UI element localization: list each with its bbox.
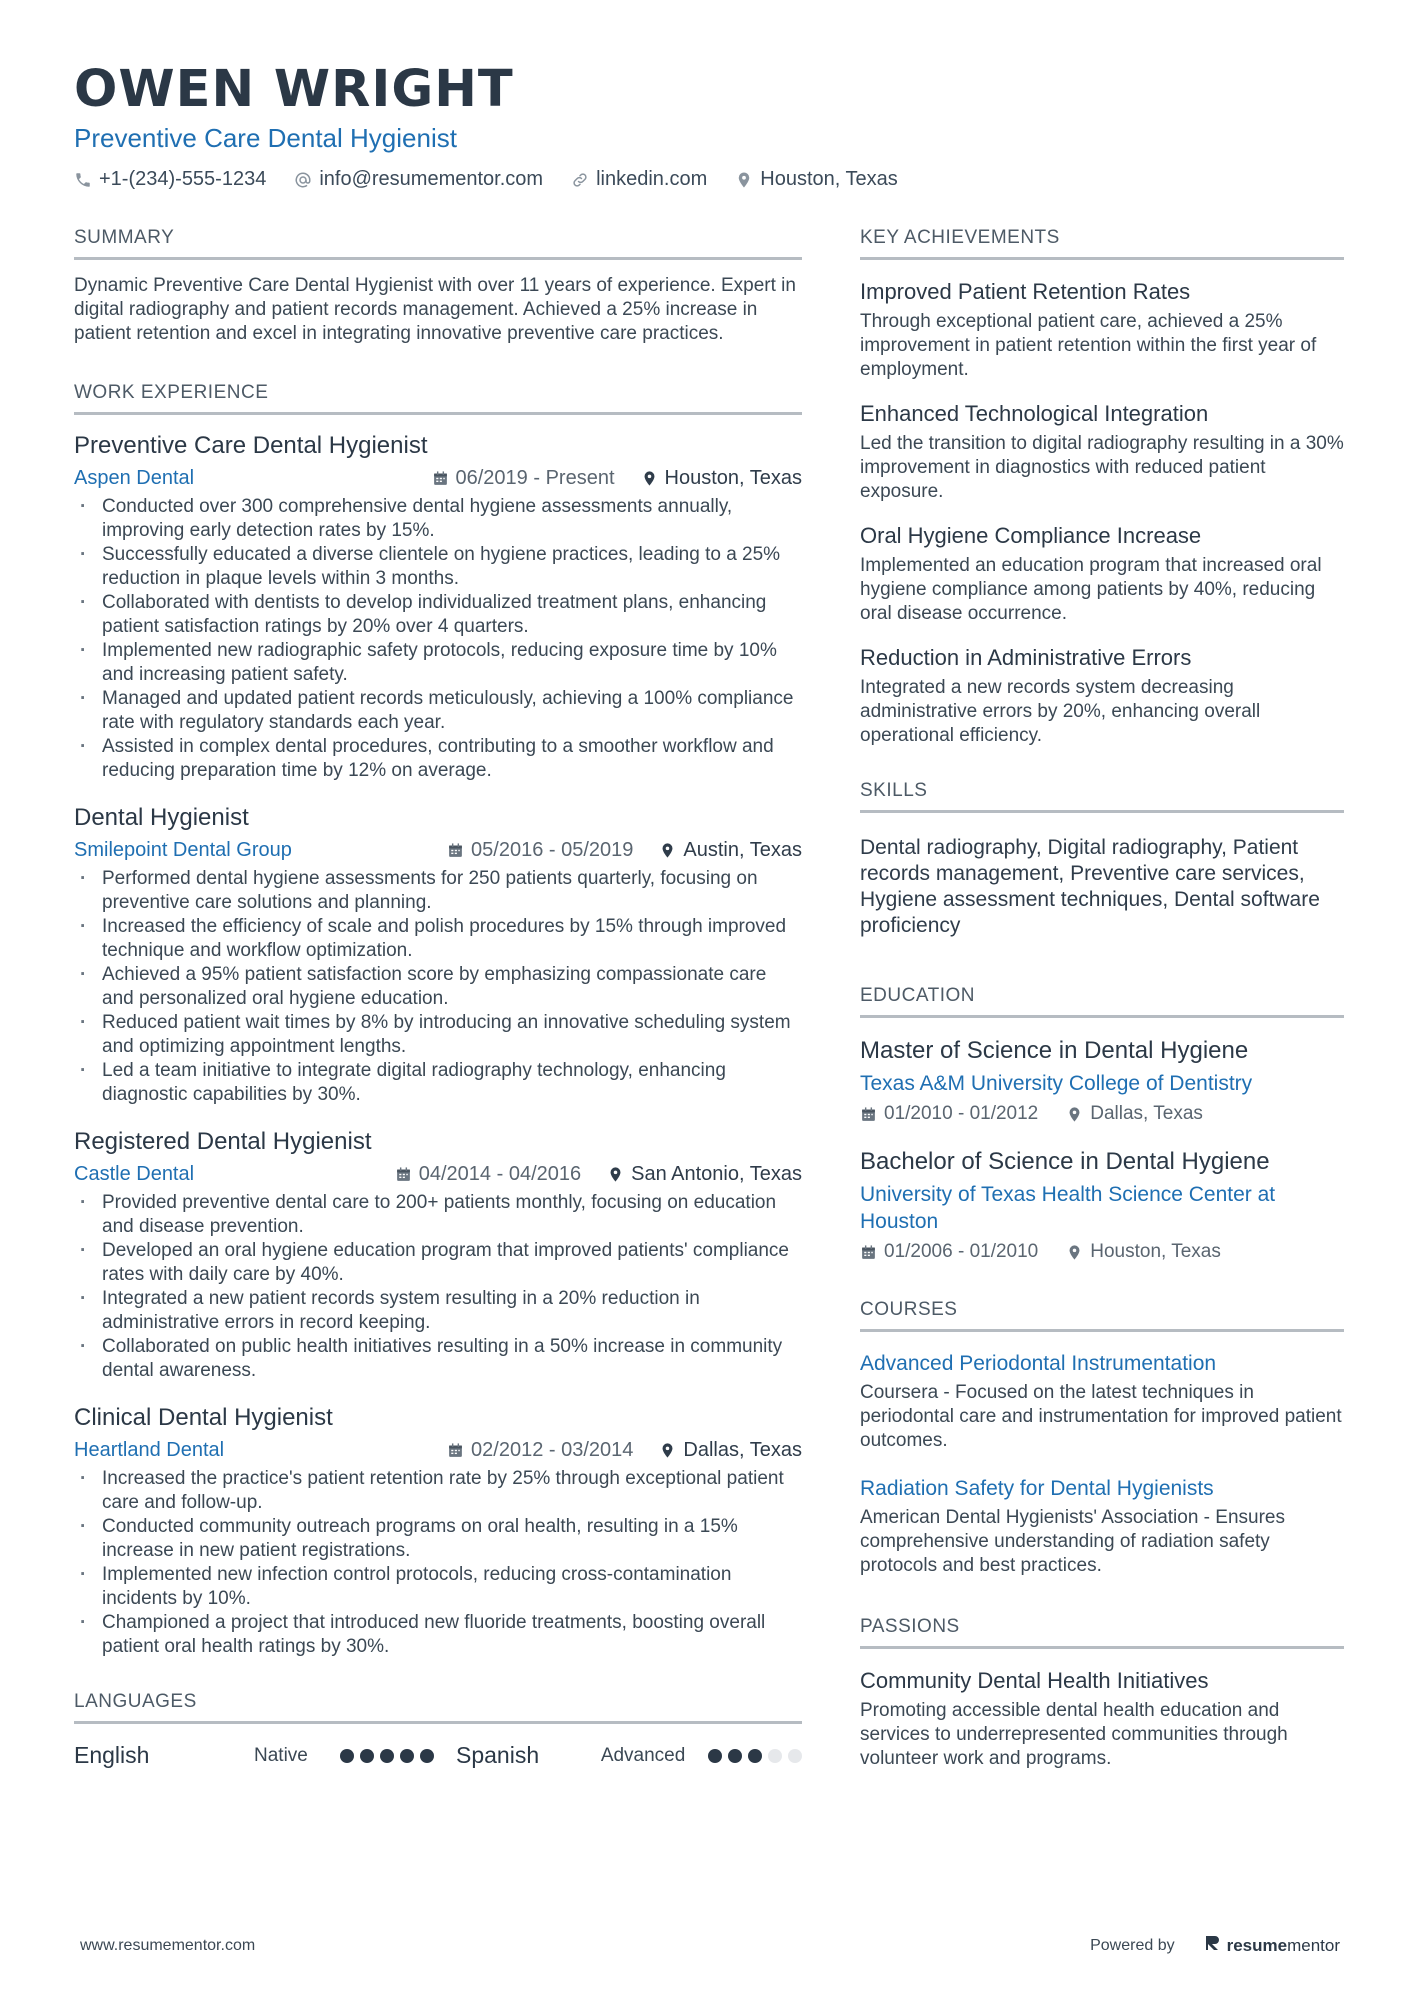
bullet-item: · Provided preventive dental care to 200+ patients monthly, focusing on education and disease prevention.	[74, 1191, 802, 1239]
achievement-text: Led the transition to digital radiography resulting in a 30% improvement in diagnostics with reduced patient exposure.	[860, 433, 1344, 502]
company-name: Heartland Dental	[74, 1439, 225, 1461]
education-meta	[860, 1103, 1344, 1125]
location-text: Houston, Texas	[760, 168, 898, 190]
achievements-section	[860, 225, 1344, 748]
brand-logo[interactable]	[1205, 1934, 1340, 1957]
job-meta	[74, 1161, 802, 1187]
job-dates	[447, 1437, 633, 1463]
map-pin-icon	[1066, 1106, 1083, 1123]
achievement-text: Integrated a new records system decreasing administrative errors by 20%, enhancing overall operational efficiency.	[860, 677, 1261, 746]
education-location	[1066, 1103, 1203, 1125]
footer-website[interactable]: www.resumementor.com	[80, 1936, 256, 1954]
bullet-item: · Developed an oral hygiene education program that improved patients' compliance rates with daily care by 40%.	[74, 1239, 802, 1287]
language-rating	[708, 1749, 802, 1763]
job-title: Preventive Care Dental Hygienist	[74, 432, 428, 459]
achievement-text: Through exceptional patient care, achieved a 25% improvement in patient retention within the first year of employment.	[860, 311, 1317, 380]
section-heading: PASSIONS	[860, 1614, 1344, 1649]
bullet-item: · Reduced patient wait times by 8% by introducing an innovative scheduling system and optimizing appointment lengths.	[74, 1011, 802, 1059]
company-name: Castle Dental	[74, 1163, 195, 1185]
dates-text: 01/2006 - 01/2010	[884, 1241, 1039, 1262]
languages-section	[74, 1689, 802, 1769]
job-location	[641, 465, 803, 491]
calendar-icon	[395, 1166, 412, 1183]
job-dates	[432, 465, 615, 491]
calendar-icon	[860, 1106, 877, 1123]
rating-dot-filled	[340, 1749, 354, 1763]
brand-name-bold: resume	[1226, 1935, 1288, 1955]
achievement-title: Enhanced Technological Integration	[860, 401, 1209, 426]
map-pin-icon	[659, 842, 676, 859]
rating-dot-filled	[728, 1749, 742, 1763]
bullet-item: · Increased the efficiency of scale and polish procedures by 15% through improved technique and workflow optimization.	[74, 915, 802, 963]
job-location	[659, 1437, 802, 1463]
passion-text: Promoting accessible dental health education and services to underrepresented communities through volunteer work and programs.	[860, 1700, 1288, 1769]
achievement-item	[860, 400, 1344, 504]
bullet-item: · Increased the practice's patient retention rate by 25% through exceptional patient care and follow-up.	[74, 1467, 802, 1515]
bullet-item: · Led a team initiative to integrate digital radiography technology, enhancing diagnostic capabilities by 30%.	[74, 1059, 802, 1107]
brand-mark-icon	[1205, 1934, 1221, 1957]
contact-phone[interactable]	[74, 168, 266, 191]
education-dates	[860, 1103, 1038, 1125]
skills-text: Dental radiography, Digital radiography, Patient records management, Preventive care services, Hygiene assessment techniques, Dental software proficiency	[860, 836, 1320, 937]
right-column	[860, 225, 1344, 1797]
job-bullets	[74, 1191, 802, 1383]
bullet-item: · Collaborated on public health initiatives resulting in a 50% increase in community dental awareness.	[74, 1335, 802, 1383]
location-text: Austin, Texas	[683, 839, 802, 861]
linkedin-text: linkedin.com	[596, 168, 708, 190]
passions-section	[860, 1614, 1344, 1771]
course-item	[860, 1475, 1344, 1578]
course-title: Advanced Periodontal Instrumentation	[860, 1352, 1217, 1375]
location-text: Houston, Texas	[1090, 1241, 1221, 1262]
passion-title: Community Dental Health Initiatives	[860, 1668, 1209, 1693]
job-bullets	[74, 495, 802, 783]
language-level: Native	[254, 1744, 308, 1766]
location-text: Dallas, Texas	[683, 1439, 802, 1461]
language-item	[74, 1742, 456, 1769]
language-name: English	[74, 1742, 150, 1768]
job-meta	[74, 837, 802, 863]
calendar-icon	[447, 842, 464, 859]
degree-title: Master of Science in Dental Hygiene	[860, 1037, 1249, 1064]
bullet-item: · Implemented new infection control protocols, reducing cross-contamination incidents by 10%.	[74, 1563, 802, 1611]
left-column	[74, 225, 802, 1795]
section-heading: EDUCATION	[860, 983, 1344, 1018]
job-meta	[74, 465, 802, 491]
bullet-item: · Achieved a 95% patient satisfaction score by emphasizing compassionate care and personalized oral hygiene education.	[74, 963, 802, 1011]
education-item	[860, 1147, 1344, 1263]
bullet-item: · Championed a project that introduced new fluoride treatments, boosting overall patient oral health ratings by 30%.	[74, 1611, 802, 1659]
achievement-text: Implemented an education program that increased oral hygiene compliance among patients by 40%, reducing oral disease occurrence.	[860, 555, 1322, 624]
rating-dot-filled	[380, 1749, 394, 1763]
job-bullets	[74, 867, 802, 1107]
location-text: Houston, Texas	[664, 467, 802, 489]
bullet-item: · Conducted community outreach programs on oral health, resulting in a 15% increase in new patient registrations.	[74, 1515, 802, 1563]
email-text: info@resumementor.com	[319, 168, 544, 190]
brand-name-light: mentor	[1287, 1935, 1340, 1955]
map-pin-icon	[1066, 1244, 1083, 1261]
achievement-item	[860, 522, 1344, 626]
company-name: Smilepoint Dental Group	[74, 839, 292, 861]
bullet-item: · Managed and updated patient records meticulously, achieving a 100% compliance rate with regulatory standards each year.	[74, 687, 802, 735]
courses-section	[860, 1297, 1344, 1578]
job-title: Registered Dental Hygienist	[74, 1128, 372, 1155]
rating-dot-filled	[420, 1749, 434, 1763]
job-title: Clinical Dental Hygienist	[74, 1404, 333, 1431]
section-heading: WORK EXPERIENCE	[74, 380, 802, 415]
bullet-item: · Collaborated with dentists to develop individualized treatment plans, enhancing patient satisfaction ratings by 20% over 4 quarters.	[74, 591, 802, 639]
bullet-item: · Assisted in complex dental procedures, contributing to a smoother workflow and reducing preparation time by 12% on average.	[74, 735, 802, 783]
job-entry	[74, 1127, 802, 1383]
experience-section	[74, 380, 802, 1659]
contact-bar	[74, 168, 1344, 191]
course-title: Radiation Safety for Dental Hygienists	[860, 1477, 1214, 1500]
job-location	[659, 837, 802, 863]
bullet-item: · Performed dental hygiene assessments for 250 patients quarterly, focusing on preventive care solutions and planning.	[74, 867, 802, 915]
language-item	[456, 1742, 802, 1769]
summary-section	[74, 225, 802, 346]
skills-section	[860, 778, 1344, 939]
course-text: Coursera - Focused on the latest techniques in periodontal care and instrumentation for improved patient outcomes.	[860, 1382, 1342, 1451]
company-name: Aspen Dental	[74, 467, 195, 489]
job-dates	[395, 1161, 581, 1187]
language-level: Advanced	[600, 1744, 686, 1766]
passion-item	[860, 1667, 1344, 1771]
at-sign-icon	[294, 171, 312, 189]
dates-text: 01/2010 - 01/2012	[884, 1103, 1039, 1124]
dates-text: 02/2012 - 03/2014	[471, 1439, 634, 1461]
rating-dot-filled	[748, 1749, 762, 1763]
calendar-icon	[432, 470, 449, 487]
powered-by	[1090, 1934, 1340, 1957]
section-heading: LANGUAGES	[74, 1689, 802, 1724]
section-heading: KEY ACHIEVEMENTS	[860, 225, 1344, 260]
languages-row	[74, 1742, 802, 1769]
bullet-item: · Successfully educated a diverse clientele on hygiene practices, leading to a 25% reduction in plaque levels within 3 months.	[74, 543, 802, 591]
education-item	[860, 1036, 1344, 1125]
contact-location	[735, 168, 898, 191]
education-meta	[860, 1241, 1344, 1263]
section-heading: COURSES	[860, 1297, 1344, 1332]
job-dates	[447, 837, 633, 863]
language-name: Spanish	[456, 1742, 540, 1768]
contact-email[interactable]	[294, 168, 543, 191]
school-name: Texas A&M University College of Dentistry	[860, 1072, 1253, 1095]
achievement-item	[860, 278, 1344, 382]
job-bullets	[74, 1467, 802, 1659]
job-entry	[74, 803, 802, 1107]
contact-linkedin[interactable]	[571, 168, 707, 191]
achievement-title: Improved Patient Retention Rates	[860, 279, 1191, 304]
page-footer	[80, 1934, 1340, 1957]
rating-dot-empty	[788, 1749, 802, 1763]
achievement-item	[860, 644, 1344, 748]
language-rating	[340, 1749, 434, 1763]
school-name: University of Texas Health Science Center at Houston	[860, 1183, 1276, 1233]
candidate-name: OWEN WRIGHT	[74, 60, 514, 119]
achievement-title: Oral Hygiene Compliance Increase	[860, 523, 1202, 548]
bullet-item: · Conducted over 300 comprehensive dental hygiene assessments annually, improving early detection rates by 15%.	[74, 495, 802, 543]
map-pin-icon	[641, 470, 658, 487]
rating-dot-empty	[768, 1749, 782, 1763]
section-heading: SKILLS	[860, 778, 1344, 813]
education-dates	[860, 1241, 1038, 1263]
section-heading: SUMMARY	[74, 225, 802, 260]
job-title: Dental Hygienist	[74, 804, 249, 831]
course-item	[860, 1350, 1344, 1453]
dates-text: 04/2014 - 04/2016	[418, 1163, 582, 1185]
achievement-title: Reduction in Administrative Errors	[860, 645, 1192, 670]
rating-dot-filled	[400, 1749, 414, 1763]
calendar-icon	[447, 1442, 464, 1459]
rating-dot-filled	[360, 1749, 374, 1763]
resume-header	[74, 60, 1344, 191]
dates-text: 05/2016 - 05/2019	[471, 839, 634, 861]
rating-dot-filled	[708, 1749, 722, 1763]
dates-text: 06/2019 - Present	[455, 467, 615, 489]
location-text: Dallas, Texas	[1090, 1103, 1203, 1124]
job-location	[607, 1161, 802, 1187]
job-entry	[74, 431, 802, 783]
job-meta	[74, 1437, 802, 1463]
location-text: San Antonio, Texas	[631, 1163, 802, 1185]
phone-text: +1-(234)-555-1234	[99, 168, 267, 190]
powered-by-label: Powered by	[1090, 1936, 1175, 1954]
map-pin-icon	[659, 1442, 676, 1459]
bullet-item: · Integrated a new patient records system resulting in a 20% reduction in administrative errors in record keeping.	[74, 1287, 802, 1335]
job-entry	[74, 1403, 802, 1659]
calendar-icon	[860, 1244, 877, 1261]
map-pin-icon	[607, 1166, 624, 1183]
map-pin-icon	[735, 171, 753, 189]
degree-title: Bachelor of Science in Dental Hygiene	[860, 1148, 1270, 1175]
phone-icon	[74, 171, 92, 189]
link-icon	[571, 171, 589, 189]
education-location	[1066, 1241, 1221, 1263]
bullet-item: · Implemented new radiographic safety protocols, reducing exposure time by 10% and increasing patient safety.	[74, 639, 802, 687]
course-text: American Dental Hygienists' Association - Ensures comprehensive understanding of radiation safety protocols and best practices.	[860, 1507, 1285, 1576]
summary-text: Dynamic Preventive Care Dental Hygienist with over 11 years of experience. Expert in digital radiography and patient records management. Achieved a 25% increase in patient retention and excel in integrating innovative preventive care practices.	[74, 275, 796, 344]
education-section	[860, 983, 1344, 1263]
candidate-title: Preventive Care Dental Hygienist	[74, 123, 457, 153]
